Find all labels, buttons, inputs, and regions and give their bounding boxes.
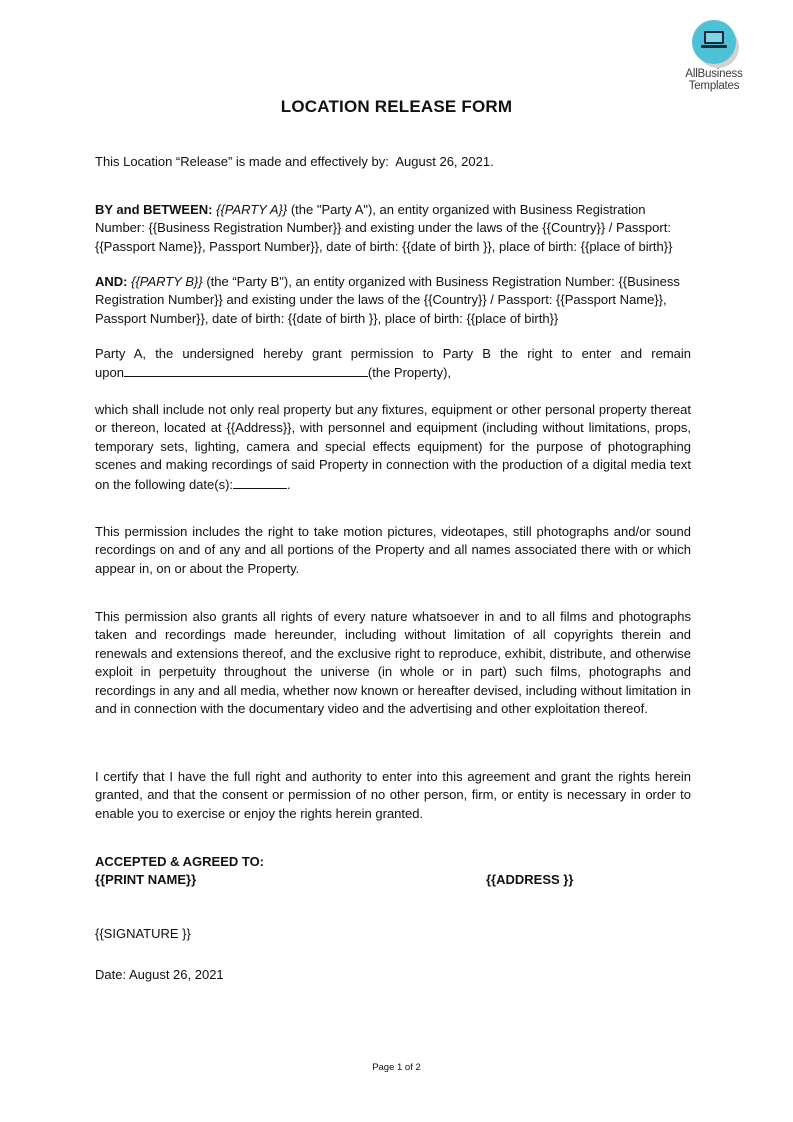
party-b-text: (the “Party B"), an entity organized with Business Registration Number: {{Business Registration Number}} and existing under the laws of the {{Country}} / Passport: {{Passport Name}}, Passport Number}}, date of birth: {{date of birth }}, place of birth: {{place of birth}} xyxy=(95,274,680,326)
party-a-label: BY and BETWEEN: xyxy=(95,202,213,217)
signature-field: {{SIGNATURE }} xyxy=(95,926,191,941)
grant-paragraph xyxy=(95,345,691,383)
party-b-name: {{PARTY B}} xyxy=(131,274,203,289)
party-a-paragraph xyxy=(95,201,691,256)
logo-line-1: AllBusiness xyxy=(685,68,743,80)
address-field: {{ADDRESS }} xyxy=(486,872,574,887)
accepted-heading: ACCEPTED & AGREED TO: xyxy=(95,854,265,869)
laptop-icon xyxy=(692,20,736,64)
certify-paragraph: I certify that I have the full right and authority to enter into this agreement and grant the rights herein granted, and that the consent or permission of no other person, firm, or entity is necessary in order to enable you to exercise or enjoy the rights herein granted. xyxy=(95,769,691,821)
grant-upon: upon xyxy=(95,365,124,381)
property-end: . xyxy=(287,476,291,492)
dates-blank-field[interactable] xyxy=(233,475,287,489)
page-number: Page 1 of 2 xyxy=(372,1062,421,1073)
property-paragraph xyxy=(95,401,691,494)
property-blank-field[interactable] xyxy=(124,363,368,377)
party-b-paragraph xyxy=(95,273,691,328)
logo-line-2: Templates xyxy=(688,80,740,92)
intro-paragraph xyxy=(95,153,691,171)
party-a-name: {{PARTY A}} xyxy=(216,202,288,217)
intro-date: August 26, 2021. xyxy=(395,154,494,169)
logo-text xyxy=(678,68,750,92)
rights-paragraph: This permission also grants all rights of every nature whatsoever in and to all films and photographs taken and recordings made hereunder, including without limitation of all copyrights therein and renewals and extensions thereof, and the exclusive right to reproduce, exhibit, distribute, and otherwise exploit in perpetuity throughout the universe (in whole or in part) such films, photographs and recordings in any and all media, whether now known or hereafter devised, including without limitation in and in connection with the documentary video and the advertising and other exploitation thereof. xyxy=(95,609,691,717)
date-line: Date: August 26, 2021 xyxy=(95,967,224,982)
intro-text: This Location “Release” is made and effectively by: xyxy=(95,154,389,169)
page-title: LOCATION RELEASE FORM xyxy=(280,97,513,116)
property-text: which shall include not only real property but any fixtures, equipment or other personal property thereat or thereon, located at {{Address}}, with personnel and equipment (including without limitations, props, temporary sets, lighting, camera and special effects equipment) for the purpose of photographing scenes and making recordings of said Property in connection with the production of a digital media text on the following date(s): xyxy=(95,402,691,492)
brand-logo xyxy=(678,20,750,92)
party-b-label: AND: xyxy=(95,274,128,289)
grant-line-1: Party A, the undersigned hereby grant permission to Party B the right to enter and remain xyxy=(95,346,691,361)
grant-property: (the Property), xyxy=(367,365,452,381)
permission-paragraph: This permission includes the right to take motion pictures, videotapes, still photographs and/or sound recordings on and of any and all portions of the Property and all names associated there with or which appear in, on or about the Property. xyxy=(95,524,691,576)
grant-line-2 xyxy=(95,363,691,382)
party-a-text: (the "Party A"), an entity organized with Business Registration Number: {{Business Registration Number}} and existing under the laws of the {{Country}} / Passport: {{Passport Name}}, Passport Number}}, date of birth: {{date of birth }}, place of birth: {{place of birth}} xyxy=(95,202,673,254)
print-name-field: {{PRINT NAME}} xyxy=(95,872,197,887)
